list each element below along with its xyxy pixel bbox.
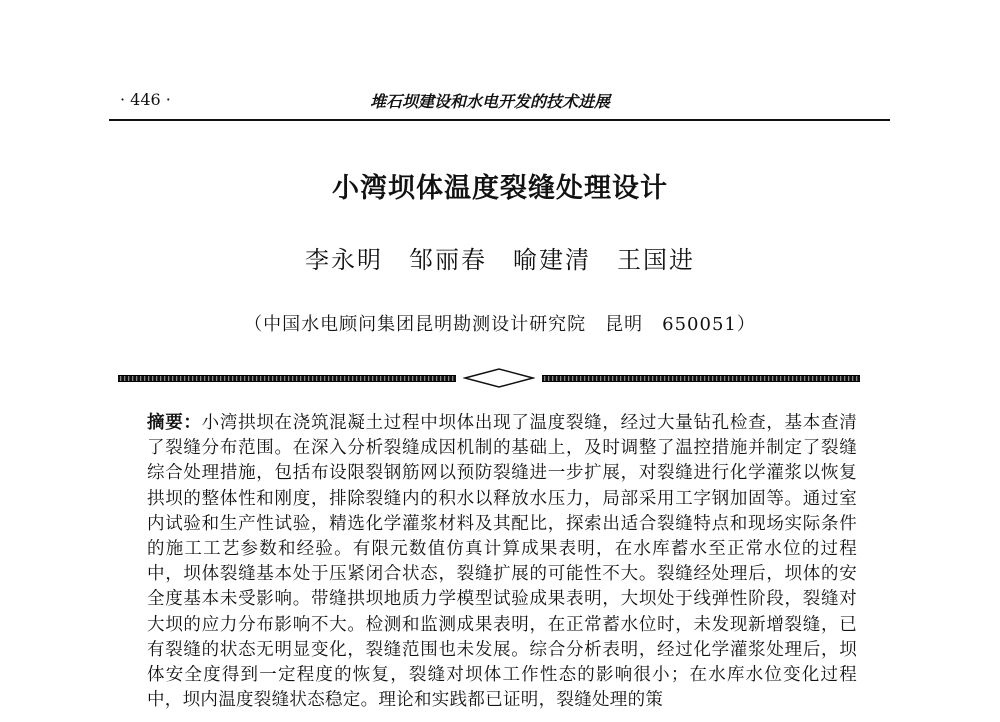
separator-left-bar — [118, 375, 456, 382]
diamond-ornament-icon — [463, 367, 535, 389]
abstract-text: 小湾拱坝在浇筑混凝土过程中坝体出现了温度裂缝，经过大量钻孔检查，基本查清了裂缝分布范围。在深入分析裂缝成因机制的基础上，及时调整了温控措施并制定了裂缝综合处理措施，包括布设限裂钢筋网以预防裂缝进一步扩展，对裂缝进行化学灌浆以恢复拱坝的整体性和刚度，排除裂缝内的积水以释放水压力，局部采用工字钢加固等。通过室内试验和生产性试验，精选化学灌浆材料及其配比，探索出适合裂缝特点和现场实际条件的施工工艺参数和经验。有限元数值仿真计算成果表明，在水库蓄水至正常水位的过程中，坝体裂缝基本处于压紧闭合状态，裂缝扩展的可能性不大。裂缝经处理后，坝体的安全度基本未受影响。带缝拱坝地质力学模型试验成果表明，大坝处于线弹性阶段，裂缝对大坝的应力分布影响不大。检测和监测成果表明，在正常蓄水位时，未发现新增裂缝，已有裂缝的状态无明显变化，裂缝范围也未发展。综合分析表明，经过化学灌浆处理后，坝体安全度得到一定程度的恢复，裂缝对坝体工作性态的影响很小；在水库水位变化过程中，坝内温度裂缝状态稳定。理论和实践都已证明，裂缝处理的策 — [147, 413, 858, 711]
author-affiliation: （中国水电顾问集团昆明勘测设计研究院 昆明 650051） — [244, 314, 756, 335]
separator-right-bar — [542, 375, 860, 382]
abstract-label: 摘要： — [147, 413, 202, 433]
page-number: · 446 · — [120, 90, 171, 109]
abstract — [147, 411, 857, 713]
ornamental-separator — [118, 365, 860, 391]
article-title: 小湾坝体温度裂缝处理设计 — [332, 173, 668, 204]
author-list: 李永明 邹丽春 喻建清 王国进 — [305, 246, 695, 274]
running-title: 堆石坝建设和水电开发的技术进展 — [370, 92, 611, 111]
header-rule — [109, 119, 890, 121]
